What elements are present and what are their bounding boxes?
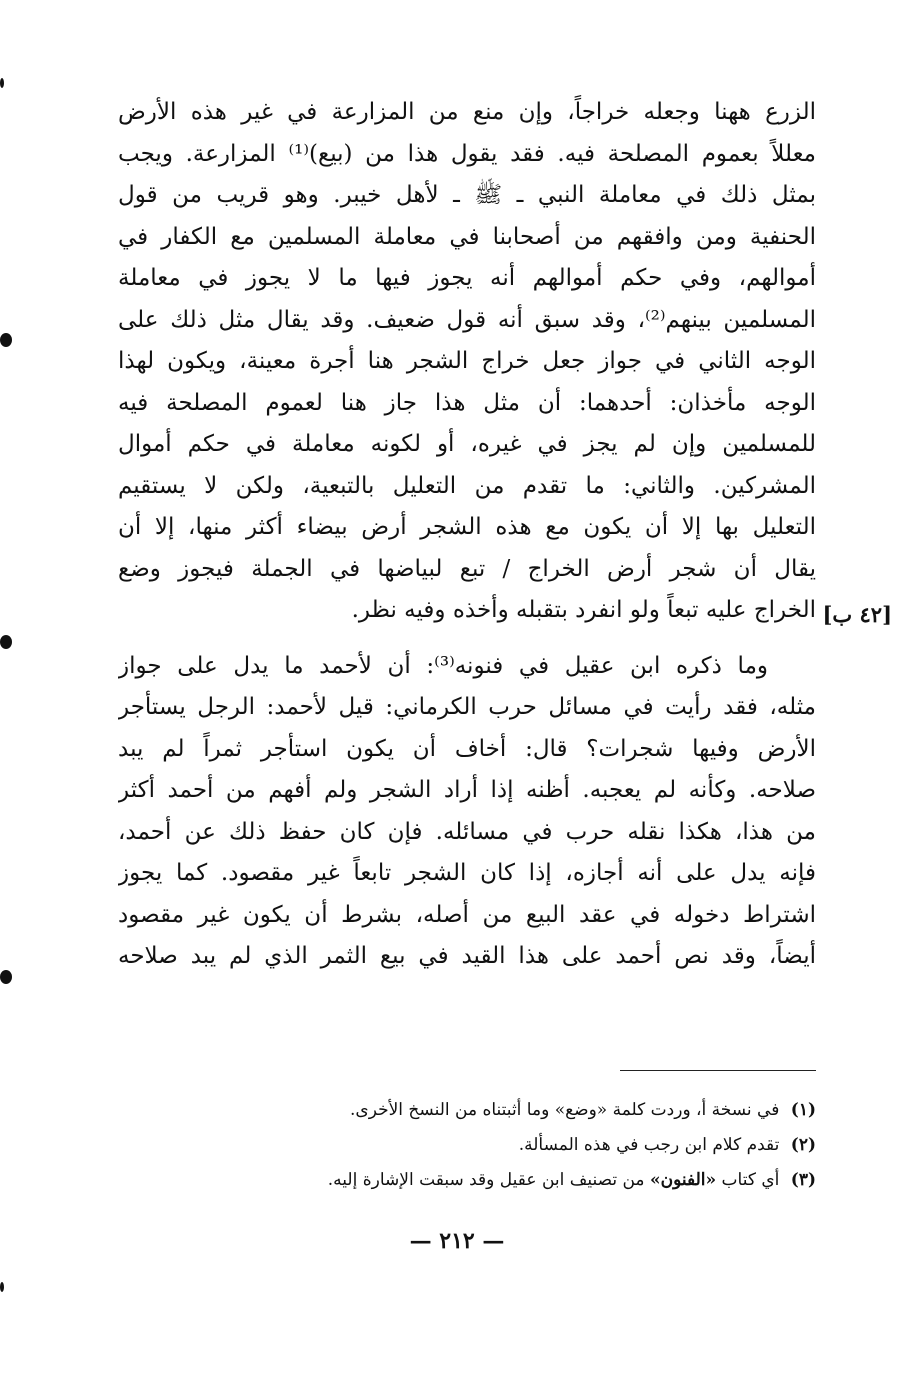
text-line: اشتراط دخوله في عقد البيع من أصله، بشرط أن يكون غير مقصود [118, 901, 816, 928]
text-line: من هذا، هكذا نقله حرب في مسائله. فإن كان حفظ ذلك عن أحمد، [118, 818, 816, 845]
footnote-text: تقدم كلام ابن رجب في هذه المسألة. [518, 1135, 780, 1155]
text-line: للمسلمين وإن لم يجز في غيره، أو لكونه معاملة في حكم أموال [118, 431, 816, 457]
footnote-item [240, 1128, 816, 1163]
book-title: «الفنون» [649, 1170, 717, 1190]
text-line: الوجه الثاني في جواز جعل خراج الشجر هنا أجرة معينة، ويكون لهذا [118, 348, 816, 374]
text-line: صلاحه. وكأنه لم يعجبه. أظنه إذا أراد الشجر ولم أفهم من أحمد أكثر [118, 777, 816, 803]
text-line: الحنفية ومن وافقهم من أصحابنا في معاملة المسلمين مع الكفار في [118, 223, 816, 250]
text-line: مثله، فقد رأيت في مسائل حرب الكرماني: قيل لأحمد: الرجل يستأجر [118, 694, 816, 720]
text-line: بمثل ذلك في معاملة النبي ـ ﷺ ـ لأهل خيبر. وهو قريب من قول [118, 182, 816, 208]
footnote-item [240, 1093, 816, 1128]
scan-edge-mark [0, 333, 12, 347]
scan-edge-mark [0, 78, 4, 88]
text-line: يقال أن شجر أرض الخراج / تبع لبياضها في الجملة فيجوز وضع [118, 555, 816, 582]
text-line: معللاً بعموم المصلحة فيه. فقد يقول هذا من (بيع)⁽¹⁾ المزارعة. ويجب [118, 140, 816, 167]
scan-edge-mark [0, 635, 12, 649]
manuscript-folio-marker: [٤٢ ب] [822, 602, 892, 627]
footnote-number: (٣) [790, 1170, 816, 1190]
main-text [118, 92, 816, 978]
scan-edge-mark [0, 970, 12, 984]
footnote-text: في نسخة أ، وردت كلمة «وضع» وما أثبتناه من النسخ الأخرى. [350, 1100, 780, 1120]
text-line: التعليل بها إلا أن يكون مع هذه الشجر أرض بيضاء أكثر منها، إلا أن [118, 514, 816, 540]
text-line: أيضاً، وقد نص أحمد على هذا القيد في بيع الثمر الذي لم يبد صلاحه [118, 943, 816, 969]
scan-edge-mark [0, 1282, 4, 1292]
footnote-text: أي كتاب [721, 1170, 780, 1190]
footnote-text: من تصنيف ابن عقيل وقد سبقت الإشارة إليه. [327, 1170, 645, 1190]
footnote-number: (٢) [790, 1135, 816, 1155]
paragraph-1 [118, 92, 816, 632]
page-number: — ٢١٢ — [409, 1228, 505, 1254]
text-line: الزرع ههنا وجعله خراجاً، وإن منع من المزارعة في غير هذه الأرض [118, 99, 816, 125]
footnotes [240, 1093, 816, 1198]
text-line: الوجه مأخذان: أحدهما: أن مثل هذا جاز هنا لعموم المصلحة فيه [118, 389, 816, 416]
text-line: الخراج عليه تبعاً ولو انفرد بتقبله وأخذه وفيه نظر. [351, 597, 816, 623]
text-line: المسلمين بينهم⁽²⁾، وقد سبق أنه قول ضعيف. وقد يقال مثل ذلك على [118, 306, 816, 333]
text-line: الأرض وفيها شجرات؟ قال: أخاف أن يكون استأجر ثمراً لم يبد [118, 735, 816, 762]
text-line: المشركين. والثاني: ما تقدم من التعليل بالتبعية، ولكن لا يستقيم [118, 472, 816, 499]
footnote-separator [620, 1070, 816, 1071]
footnote-number: (١) [790, 1100, 816, 1120]
footnote-item [240, 1163, 816, 1198]
text-line: وما ذكره ابن عقيل في فنونه⁽³⁾: أن لأحمد ما يدل على جواز [118, 652, 768, 679]
text-line: أموالهم، وفي حكم أموالهم أنه يجوز فيها ما لا يجوز في معاملة [118, 265, 816, 291]
text-line: فإنه يدل على أنه أجازه، إذا كان الشجر تابعاً غير مقصود. كما يجوز [118, 860, 816, 886]
paragraph-2 [118, 646, 816, 978]
